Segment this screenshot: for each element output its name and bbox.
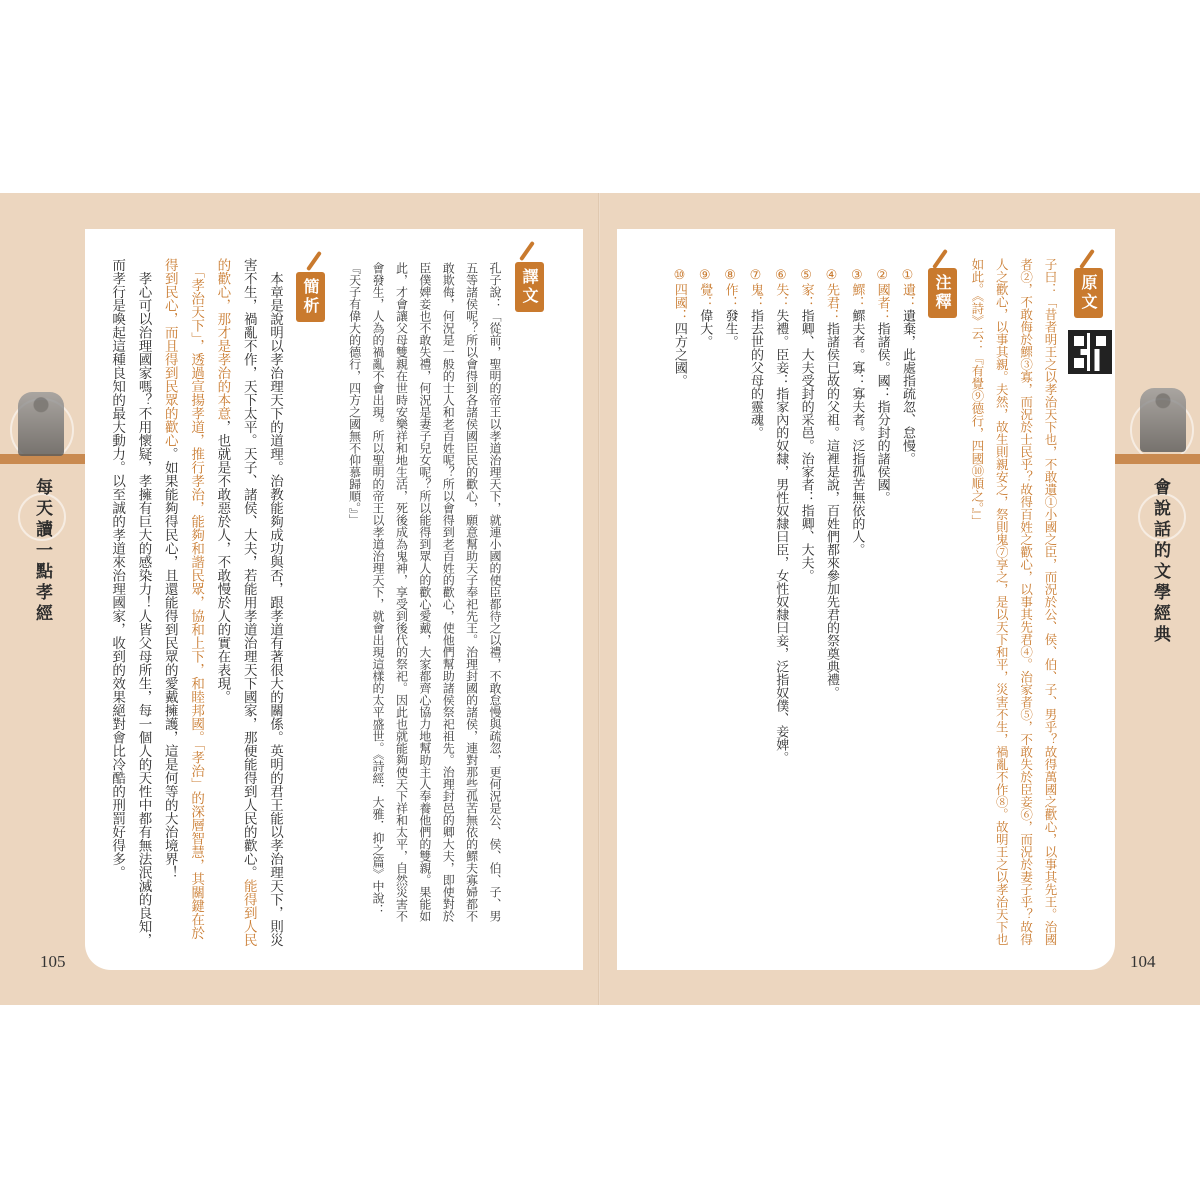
book-gutter <box>598 193 600 1005</box>
note-item: ⑧作：發生。 <box>722 268 738 348</box>
left-page-number: 105 <box>40 952 66 971</box>
note-item: ②國者：指諸侯。國：指分封的諸侯國。 <box>874 268 890 504</box>
notes-list <box>671 268 920 848</box>
note-item: ①遺：遺棄，此處指疏忽、怠慢。 <box>900 268 915 465</box>
translation-paragraph: 孔子說：「從前，聖明的帝王以孝道治理天下，就連小國的使臣都待之以禮，不敢怠慢與疏忽，更何況是公、侯、伯、子、男五等諸侯呢？所以會得到各諸侯國臣民的歡心，願意幫助天子奉祀先王。治理封國的諸侯，連對那些孤苦無依的鰥夫寡婦都不敢欺侮，何況是一般的士人和老百姓呢？所以會得到老百姓的歡心，使他們幫助諸侯祭祀祖先。治理封邑的卿大夫，即使對於臣僕婢妾也不敢失禮，何況是妻子兒女呢？所以能得到眾人的歡心愛戴，大家都齊心協力地幫助主人奉養他們的雙親。果能如此，才會讓父母雙親在世時安樂祥和地生活，死後成為鬼神，享受到後代的祭祀。因此也就能夠使天下祥和太平，自然災害不會發生，人為的禍亂不會出現。所以聖明的帝王以孝道治理天下，就會出現這樣的太平盛世。《詩經．大雅．抑之篇》中說：『天子有偉大的德行，四方之國無不仰慕歸順。』」 <box>347 262 502 922</box>
translation-text <box>330 262 506 927</box>
right-page-number: 104 <box>1130 952 1156 971</box>
analysis-heading: 簡析 <box>296 272 325 322</box>
left-running-title: 每天讀一點孝經 <box>32 478 52 625</box>
analysis-paragraph: 「孝治天下」，透過宣揚孝道，推行孝治，能夠和諧民眾，協和上下，和睦邦國。「孝治」的深層智慧，其關鍵在於得到民心，而且得到民眾的歡心。如果能夠得民心，且還能得到民眾的愛戴擁護，這是何等的大治境界！ <box>161 258 205 940</box>
right-running-title: 會說話的文學經典 <box>1150 478 1170 646</box>
qr-code-icon <box>1068 330 1112 374</box>
scholar-figure-illustration <box>1140 388 1186 452</box>
analysis-paragraph: 本章是說明以孝治理天下的道理。治教能夠成功與否，跟孝道有著很大的關係。英明的君王能以孝治理天下，則災害不生，禍亂不作，天下太平。天子、諸侯、大夫，若能用孝道治理天下國家，那便能得到人民的歡心。能得到人民的歡心，那才是孝治的本意，也就是不敢惡於人，不敢慢於人的實在表現。 <box>214 258 283 947</box>
note-item: ⑩四國：四方之國。 <box>671 268 687 387</box>
reading-scholar-illustration <box>18 392 64 456</box>
note-item: ⑨覺：偉大。 <box>697 268 713 348</box>
note-item: ④先君：指諸侯已故的父祖。這裡是說，百姓們都來參加先君的祭奠典禮。 <box>823 268 839 699</box>
original-heading: 原文 <box>1074 268 1103 318</box>
original-text: 子曰：「昔者明王之以孝治天下也，不敢遺①小國之臣，而況於公、侯、伯、子、男乎？故得萬國之歡心，以事其先王。治國者②，不敢侮於鰥③寡，而況於士民乎？故得百姓之歡心，以事其先君④。治家者⑤，不敢失於臣妾⑥，而況於妻子乎？故得人之歡心，以事其親。夫然，故生則親安之，祭則鬼⑦享之，是以天下和平，災害不生，禍亂不作⑧。故明王之以孝治天下也如此。《詩》云：『有覺⑨德行，四國⑩順之。』」 <box>969 258 1058 946</box>
note-item: ③鰥：鰥夫者。寡：寡夫者。泛指孤苦無依的人。 <box>849 268 865 556</box>
notes-heading: 注釋 <box>928 268 957 318</box>
analysis-text <box>98 258 288 948</box>
translation-heading: 譯文 <box>515 262 544 312</box>
note-item: ⑤家：指卿、大夫受封的采邑。治家者：指卿、大夫。 <box>798 268 814 582</box>
note-item: ⑦鬼：指去世的父母的靈魂。 <box>747 268 763 439</box>
note-item: ⑥失：失禮。臣妾：指家內的奴隸，男性奴隸曰臣，女性奴隸曰妾，泛指奴僕、妾婢。 <box>773 268 789 764</box>
right-margin-band <box>1115 454 1200 464</box>
analysis-paragraph: 孝心可以治理國家嗎？不用懷疑，孝擁有巨大的感染力！人皆父母所生，每一個人的天性中都有無法泯滅的良知，而孝行是喚起這種良知的最大動力。以至誠的孝道來治理國家，收到的效果絕對會比冷酷的刑罰好得多。 <box>109 258 152 947</box>
